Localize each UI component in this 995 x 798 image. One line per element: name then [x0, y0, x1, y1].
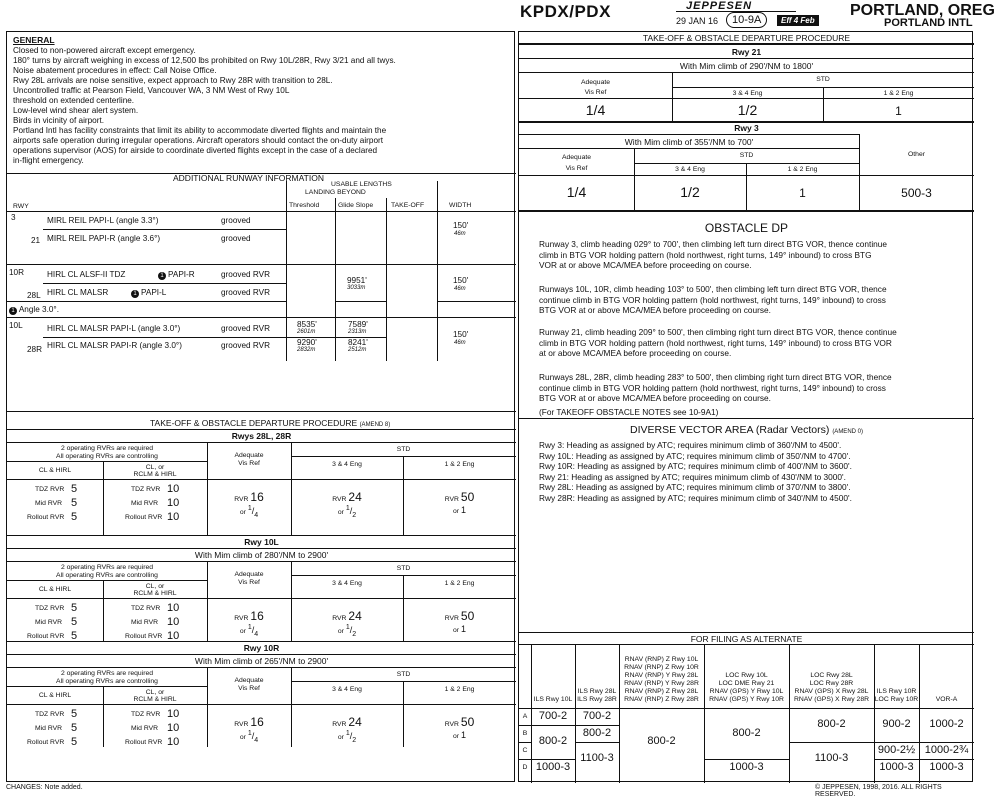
- cl-hirl-label: CL & HIRL: [38, 692, 72, 699]
- section-rule: [7, 461, 207, 462]
- rvr-minimum: RVR 16: [234, 490, 264, 504]
- glide-28r-m: 2512m: [348, 347, 367, 353]
- alternate-cell-rule: [531, 725, 575, 726]
- general-line: Portland Intl has facility constraints that limit its ability to accommodate diverted flights and maintain the: [13, 126, 387, 135]
- rvr-or-visibility: or $^1/_2$: [337, 624, 357, 638]
- length-28l-glide: 9951': [347, 276, 367, 285]
- section-rule: [7, 548, 516, 549]
- rwy21-eng34-value: 1/2: [737, 102, 758, 118]
- rwy-21: 21: [31, 236, 41, 245]
- alt-vor-ab: 1000-2: [929, 718, 964, 730]
- rvr-minimum: RVR 24: [332, 715, 362, 729]
- col-width: WIDTH: [449, 202, 472, 209]
- alt-loc28-ab: 800-2: [817, 718, 846, 730]
- rvr-row-label: TDZ RVR: [35, 711, 65, 718]
- rclm-hirl-label: RCLM & HIRL: [133, 471, 177, 478]
- alt-ils28-b: 800-2: [582, 726, 612, 739]
- section-rule: [7, 598, 516, 599]
- eng12-label: 1 & 2 Eng: [444, 461, 475, 468]
- section-title: Rwy 10R: [243, 643, 280, 653]
- rvr-row-label: Mid RVR: [35, 500, 63, 507]
- rwy-3-surface: grooved: [221, 216, 251, 225]
- general-notes: [13, 46, 396, 166]
- alternate-col-header: VOR-A: [935, 696, 958, 703]
- rvr-or-visibility: or $^1/_4$: [239, 624, 259, 638]
- alternate-col-header: LOC DME Rwy 21: [718, 680, 775, 687]
- landing-beyond-label: LANDING BEYOND: [305, 189, 366, 196]
- rwy-28r-lights: HIRL CL MALSR PAPI-R (angle 3.0°): [47, 341, 182, 350]
- rvr-row-label: TDZ RVR: [35, 605, 65, 612]
- general-line: operations supervisor (AOS) for airside to coordinate diverted flights except in the case of a declared: [13, 146, 378, 155]
- section-rule: [7, 535, 516, 536]
- rvr-row-value: 10: [167, 722, 180, 734]
- general-title: GENERAL: [13, 35, 55, 45]
- general-line: Rwy 28L arrivals are noise sensitive, expect approach to Rwy 28R with transition to 28L.: [13, 76, 333, 85]
- section-title: Rwy 10L: [244, 537, 279, 547]
- rwy-10r-note-mark: 1: [158, 270, 166, 280]
- glide-10l: 7589': [348, 320, 368, 329]
- obstacle-dp-para-3: Runway 21, climb heading 209° to 500', then climbing right turn direct BTG VOR, thence continue climb in BTG VOR holding pattern (hold northwest, right turns, 149° inbound) to cross BTG VOR at or above MCA/MEA before proceeding on course.: [539, 327, 897, 359]
- rwy-28l-papi: PAPI-L: [141, 288, 167, 297]
- rvr-row-value: 10: [167, 708, 180, 720]
- alternate-category: B: [522, 730, 528, 737]
- rvr-row-label: Rollout RVR: [125, 739, 163, 746]
- section-rule: [7, 667, 516, 668]
- alternate-category: D: [522, 764, 528, 771]
- cl-or-label: CL, or: [145, 464, 165, 471]
- rwy3-other: Other: [908, 151, 925, 158]
- city-name: PORTLAND, OREG: [850, 2, 995, 19]
- alt-ils10l-a: 700-2: [538, 709, 568, 722]
- rvr-row-value: 10: [167, 630, 180, 642]
- col-threshold: Threshold: [289, 202, 320, 209]
- rvr-row-value: 10: [167, 497, 180, 509]
- alt-loc10l-abc: 800-2: [732, 726, 761, 739]
- threshold-10l-m: 2601m: [297, 329, 316, 335]
- dva-lines: Rwy 3: Heading as assigned by ATC; requires minimum climb of 360'/NM to 4500'. Rwy 10L: Heading as assigned by ATC; requires minimum climb of 350'/NM to 4700'. Rwy 10R: Heading as assigned by ATC; requires minimum climb of 400'/NM to 3600'. Rwy 21: Heading as assigned by ATC; requires minimum climb of 430'/NM to 3000'. Rwy 28L: Heading as assigned by ATC; requires minimum climb of 370'/NM to 3800'. Rwy 28R: Heading as assigned by ATC; requires minimum climb of 340'/NM to 4500'.: [539, 440, 852, 503]
- eng34-label: 3 & 4 Eng: [332, 686, 362, 693]
- rwy3-other-value: 500-3: [901, 186, 932, 200]
- rwy21-adequate: Adequate: [580, 79, 611, 86]
- glide-28r: 8241': [348, 338, 368, 347]
- alt-ils10l-bc: 800-2: [538, 735, 568, 747]
- rvr-row-value: 10: [167, 602, 180, 614]
- section-rule: [7, 580, 207, 581]
- note-1-mark: 1: [9, 307, 17, 315]
- alternate-category: A: [522, 713, 528, 720]
- rvr-minimum: RVR 24: [332, 609, 362, 623]
- rwy21-eng12-value: 1: [895, 104, 902, 118]
- width-10l-m: 46m: [454, 340, 466, 346]
- eng12-label: 1 & 2 Eng: [444, 580, 475, 587]
- section-title: Rwys 28L, 28R: [231, 431, 292, 441]
- alt-ils10r-c: 900-2½: [877, 743, 916, 756]
- width-10r: 150': [453, 276, 469, 285]
- alt-vor-c: 1000-2¾: [924, 743, 969, 756]
- rvr-or-visibility: or $^1/_4$: [239, 730, 259, 744]
- alt-loc28-cd: 1100-3: [814, 752, 849, 764]
- std-label: STD: [396, 446, 411, 453]
- rvr-row-value: 10: [167, 483, 180, 495]
- rvr-row-label: Rollout RVR: [125, 633, 163, 640]
- alt-ils10l-d: 1000-3: [535, 760, 571, 773]
- rvr-controlling-note: All operating RVRs are controlling: [56, 678, 158, 685]
- section-rule: [7, 704, 516, 705]
- note-1-text: Angle 3.0°.: [18, 305, 59, 314]
- rclm-hirl-label: RCLM & HIRL: [133, 696, 177, 703]
- adequate-label: Adequate: [234, 452, 264, 459]
- rwy21-eng12: 1 & 2 Eng: [883, 90, 914, 97]
- rvr-row-value: 10: [167, 736, 180, 748]
- rvr-row-label: Mid RVR: [131, 619, 159, 626]
- alternate-col-header: ILS Rwy 28L: [577, 688, 617, 695]
- rvr-minimum: RVR 24: [332, 490, 362, 504]
- alternate-row-rule: [519, 742, 531, 743]
- alt-vor-d: 1000-3: [929, 760, 964, 773]
- chart-page-number: 10-9A: [726, 12, 767, 28]
- alt-ils28-cd: 1100-3: [580, 752, 614, 764]
- alternate-row-rule: [519, 725, 531, 726]
- rwy-21-lights: MIRL REIL PAPI-R (angle 3.6°): [47, 234, 161, 243]
- alt-ils10r-ab: 900-2: [882, 718, 911, 730]
- airport-name: PORTLAND INTL: [884, 17, 973, 29]
- rvr-required-note: 2 operating RVRs are required: [60, 564, 154, 571]
- alternate-col-header: RNAV (RNP) Z Rwy 28R: [624, 696, 699, 703]
- general-line: Closed to non-powered aircraft except emergency.: [13, 46, 196, 55]
- vis-ref-label: Vis Ref: [238, 460, 260, 467]
- general-line: Low-level wind shear alert system.: [13, 106, 139, 115]
- rvr-or-visibility: or $^1/_2$: [337, 730, 357, 744]
- rvr-row-value: 5: [71, 497, 78, 509]
- rwy-28l: 28L: [27, 291, 41, 300]
- alternate-col-header: RNAV (GPS) X Rwy 28R: [793, 696, 870, 703]
- rwy-3-lights: MIRL REIL PAPI-L (angle 3.3°): [47, 216, 159, 225]
- rwy-10r-papi: PAPI-R: [168, 270, 195, 279]
- adequate-label: Adequate: [234, 677, 264, 684]
- eng12-label: 1 & 2 Eng: [444, 686, 475, 693]
- alternate-col-header: ILS Rwy 28R: [577, 696, 617, 703]
- rvr-row-value: 5: [71, 708, 78, 720]
- section-climb: With Mim climb of 280'/NM to 2900': [194, 550, 329, 560]
- vis-ref-label: Vis Ref: [238, 579, 260, 586]
- takeoff-right-title: TAKE-OFF & OBSTACLE DEPARTURE PROCEDURE: [642, 33, 851, 43]
- width-10r-m: 46m: [454, 286, 466, 292]
- rwy3-eng12: 1 & 2 Eng: [787, 166, 818, 173]
- alternate-col-header: RNAV (RNP) Z Rwy 28L: [624, 688, 699, 695]
- alternate-col-header: RNAV (RNP) Y Rwy 28L: [624, 672, 699, 679]
- cl-or-label: CL, or: [145, 689, 165, 696]
- col-takeoff: TAKE-OFF: [391, 202, 425, 209]
- rwy3-title: Rwy 3: [734, 123, 759, 133]
- rvr-or-visibility: or 1: [452, 730, 466, 740]
- rwy21-std: STD: [816, 76, 830, 83]
- rwy3-eng34-value: 1/2: [680, 184, 700, 200]
- obstacle-dp-title: OBSTACLE DP: [704, 221, 789, 235]
- effective-date-badge: Eff 4 Feb: [777, 15, 819, 26]
- alternate-col-header: RNAV (GPS) Y Rwy 10R: [709, 696, 784, 703]
- rwy21-vis-ref: Vis Ref: [584, 89, 607, 96]
- airport-identifier: KPDX/PDX: [520, 2, 611, 21]
- alt-ils28-a: 700-2: [582, 709, 612, 722]
- alternate-col-header: ILS Rwy 10R: [876, 688, 917, 695]
- cl-hirl-label: CL & HIRL: [38, 467, 72, 474]
- rvr-minimum: RVR 16: [234, 609, 264, 623]
- adequate-label: Adequate: [234, 571, 264, 578]
- rwy-21-surface: grooved: [221, 234, 251, 243]
- rwy-28r: 28R: [27, 345, 43, 354]
- rwy3-vis-value: 1/4: [566, 184, 587, 200]
- right-panel: [518, 31, 973, 782]
- rvr-row-label: Mid RVR: [35, 619, 63, 626]
- general-line: in-flight emergency.: [13, 156, 84, 165]
- rvr-controlling-note: All operating RVRs are controlling: [56, 453, 158, 460]
- rvr-row-label: TDZ RVR: [131, 605, 161, 612]
- rvr-minimum: RVR 16: [234, 715, 264, 729]
- rvr-required-note: 2 operating RVRs are required: [60, 670, 154, 677]
- rwy21-vis-value: 1/4: [585, 102, 606, 118]
- rvr-row-value: 5: [71, 736, 78, 748]
- alternate-category: C: [522, 747, 528, 754]
- alternate-col-header: LOC Rwy 10L: [725, 672, 768, 679]
- general-line: Noise abatement procedures in effect: Call Noise Office.: [13, 66, 217, 75]
- section-rule: [7, 479, 516, 480]
- alternate-col-header: LOC Rwy 28L: [810, 672, 853, 679]
- rvr-row-value: 5: [71, 616, 78, 628]
- rclm-hirl-label: RCLM & HIRL: [133, 590, 177, 597]
- section-rule: [7, 686, 207, 687]
- rvr-row-value: 10: [167, 616, 180, 628]
- rwy3-eng34: 3 & 4 Eng: [675, 166, 705, 173]
- rvr-row-value: 10: [167, 511, 180, 523]
- threshold-10l: 8535': [297, 320, 317, 329]
- rwy3-std: STD: [739, 152, 754, 159]
- eng34-label: 3 & 4 Eng: [332, 580, 362, 587]
- alternate-col-header: RNAV (GPS) X Rwy 28L: [794, 688, 869, 695]
- obstacle-dp-para-2: Runways 10L, 10R, climb heading 103° to 500', then climbing left turn direct BTG VOR, thence continue climb in BTG VOR holding pattern (hold northwest, right turns, 149° inbound) to cross BTG VOR at or above MCA/MEA before proceeding on course.: [539, 284, 887, 316]
- alternate-col-header: RNAV (GPS) Y Rwy 10L: [709, 688, 784, 695]
- rvr-row-label: TDZ RVR: [35, 486, 65, 493]
- rwy21-climb: With Mim climb of 290'/NM to 1800': [679, 61, 814, 71]
- general-line: 180° turns by aircraft weighing in excess of 12,500 lbs prohibited on Rwy 10L/28R, Rwy 3/21 and all twys.: [13, 56, 396, 65]
- rwy21-title: Rwy 21: [731, 47, 762, 57]
- rvr-row-label: TDZ RVR: [131, 486, 161, 493]
- section-rule: [7, 561, 516, 562]
- rvr-row-value: 5: [71, 602, 78, 614]
- alt-ils10r-d: 1000-3: [879, 760, 914, 773]
- rvr-or-visibility: or 1: [452, 624, 466, 634]
- rwy-28l-lights: HIRL CL MALSR: [47, 288, 109, 297]
- rwy3-vis-ref: Vis Ref: [565, 165, 588, 172]
- rvr-required-note: 2 operating RVRs are required: [60, 445, 154, 452]
- rwy3-eng12-value: 1: [799, 186, 806, 200]
- rwy-28l-surface: grooved RVR: [221, 288, 271, 297]
- takeoff-left-title: TAKE-OFF & OBSTACLE DEPARTURE PROCEDURE (AMEND 8): [150, 418, 391, 428]
- std-label: STD: [396, 565, 411, 572]
- section-climb: With Mim climb of 265'/NM to 2900': [194, 656, 329, 666]
- rwy-10l-lights: HIRL CL MALSR PAPI-L (angle 3.0°): [47, 324, 181, 333]
- note-1: [9, 305, 59, 315]
- rwy21-eng34: 3 & 4 Eng: [732, 90, 763, 97]
- std-label: STD: [396, 671, 411, 678]
- dva-title: DIVERSE VECTOR AREA (Radar Vectors) (AMEND 0): [630, 424, 863, 436]
- rvr-minimum: RVR 50: [444, 490, 475, 504]
- alternate-cell-rule: [789, 742, 874, 743]
- rvr-row-value: 5: [71, 630, 78, 642]
- usable-lengths-label: USABLE LENGTHS: [331, 181, 392, 188]
- publisher-logo: JEPPESEN: [686, 0, 753, 12]
- rvr-or-visibility: or 1: [452, 505, 466, 515]
- rvr-row-label: Rollout RVR: [27, 633, 65, 640]
- alt-rnav-rnp: 800-2: [647, 735, 676, 747]
- rvr-row-value: 5: [71, 722, 78, 734]
- rvr-or-visibility: or $^1/_4$: [239, 505, 259, 519]
- threshold-28r: 9290': [297, 338, 317, 347]
- alternate-col-header: RNAV (RNP) Y Rwy 28R: [624, 680, 699, 687]
- alternate-row-rule: [519, 759, 531, 760]
- section-rule: [7, 654, 516, 655]
- alternate-col-header: LOC Rwy 28R: [809, 680, 854, 687]
- general-line: airports safe operation during irregular operations. Aircraft operators should contact the on-duty airport: [13, 136, 384, 145]
- general-line: Uncontrolled traffic at Pearson Field, Vancouver WA, 3 NM West of Rwy 10L: [13, 86, 290, 95]
- rvr-row-value: 5: [71, 511, 78, 523]
- alternate-col-header: LOC Rwy 10R: [874, 696, 919, 703]
- general-line: threshold on extended centerline.: [13, 96, 135, 105]
- rwy-10r: 10R: [9, 268, 25, 277]
- rwy-10r-lights: HIRL CL ALSF-II TDZ: [47, 270, 126, 279]
- width-3-21: 150': [453, 221, 469, 230]
- runway-info-title: ADDITIONAL RUNWAY INFORMATION: [173, 173, 324, 183]
- rvr-controlling-note: All operating RVRs are controlling: [56, 572, 158, 579]
- width-3-21-m: 46m: [454, 231, 466, 237]
- rvr-row-label: Mid RVR: [35, 725, 63, 732]
- chart-date: 29 JAN 16: [676, 16, 719, 26]
- obstacle-dp-para-4: Runways 28L, 28R, climb heading 283° to 500', then climbing right turn direct BTG VOR, thence continue climb in BTG VOR holding pattern (hold northwest, right turns, 149° inbound) to cross BTG VOR at or above MCA/MEA before proceeding on course.: [539, 372, 892, 404]
- alt-loc10l-d: 1000-3: [729, 760, 764, 773]
- rwy-3: 3: [11, 213, 16, 222]
- length-28l-glide-m: 3033m: [347, 285, 366, 291]
- rvr-or-visibility: or $^1/_2$: [337, 505, 357, 519]
- alternate-col-header: ILS Rwy 10L: [533, 696, 573, 703]
- rvr-row-label: Rollout RVR: [27, 739, 65, 746]
- alternate-col-header: RNAV (RNP) Z Rwy 10L: [624, 656, 699, 663]
- rvr-minimum: RVR 50: [444, 609, 475, 623]
- col-glide-slope: Glide Slope: [338, 202, 374, 209]
- vis-ref-label: Vis Ref: [238, 685, 260, 692]
- col-rwy: RWY: [13, 203, 29, 210]
- rvr-row-label: Rollout RVR: [125, 514, 163, 521]
- cl-hirl-label: CL & HIRL: [38, 586, 72, 593]
- general-line: Birds in vicinity of airport.: [13, 116, 105, 125]
- obstacle-dp-note: (For TAKEOFF OBSTACLE NOTES see 10-9A1): [539, 407, 719, 417]
- rwy3-climb: With Mim climb of 355'/NM to 700': [624, 137, 754, 147]
- rwy-28l-note-mark: 1: [131, 288, 139, 298]
- obstacle-dp-para-1: Runway 3, climb heading 029° to 700', then climbing left turn direct BTG VOR, thence continue climb in BTG VOR holding pattern (hold northwest, right turns, 149° inbound) to cross BTG VOR at or above MCA/MEA before proceeding on course.: [539, 239, 888, 271]
- rvr-row-label: TDZ RVR: [131, 711, 161, 718]
- section-rule: [7, 641, 516, 642]
- rvr-minimum: RVR 50: [444, 715, 475, 729]
- rvr-row-value: 5: [71, 483, 78, 495]
- section-rule: [7, 442, 516, 443]
- rwy-10l: 10L: [9, 321, 23, 330]
- rwy-10r-surface: grooved RVR: [221, 270, 271, 279]
- alternate-cell-rule: [575, 742, 619, 743]
- left-panel: [6, 31, 515, 782]
- rvr-row-label: Rollout RVR: [27, 514, 65, 521]
- width-10l: 150': [453, 330, 469, 339]
- cl-or-label: CL, or: [145, 583, 165, 590]
- alternate-col-header: RNAV (RNP) Z Rwy 10R: [624, 664, 699, 671]
- eng34-label: 3 & 4 Eng: [332, 461, 362, 468]
- changes-note: CHANGES: Note added.: [6, 784, 83, 791]
- rwy-28r-surface: grooved RVR: [221, 341, 271, 350]
- glide-10l-m: 2313m: [348, 329, 367, 335]
- alternate-title: FOR FILING AS ALTERNATE: [690, 634, 803, 644]
- rvr-row-label: Mid RVR: [131, 725, 159, 732]
- rwy-10l-surface: grooved RVR: [221, 324, 271, 333]
- rwy3-adequate: Adequate: [561, 154, 592, 161]
- threshold-28r-m: 2832m: [297, 347, 316, 353]
- copyright: © JEPPESEN, 1998, 2016. ALL RIGHTS RESERVED.: [815, 784, 942, 798]
- rvr-row-label: Mid RVR: [131, 500, 159, 507]
